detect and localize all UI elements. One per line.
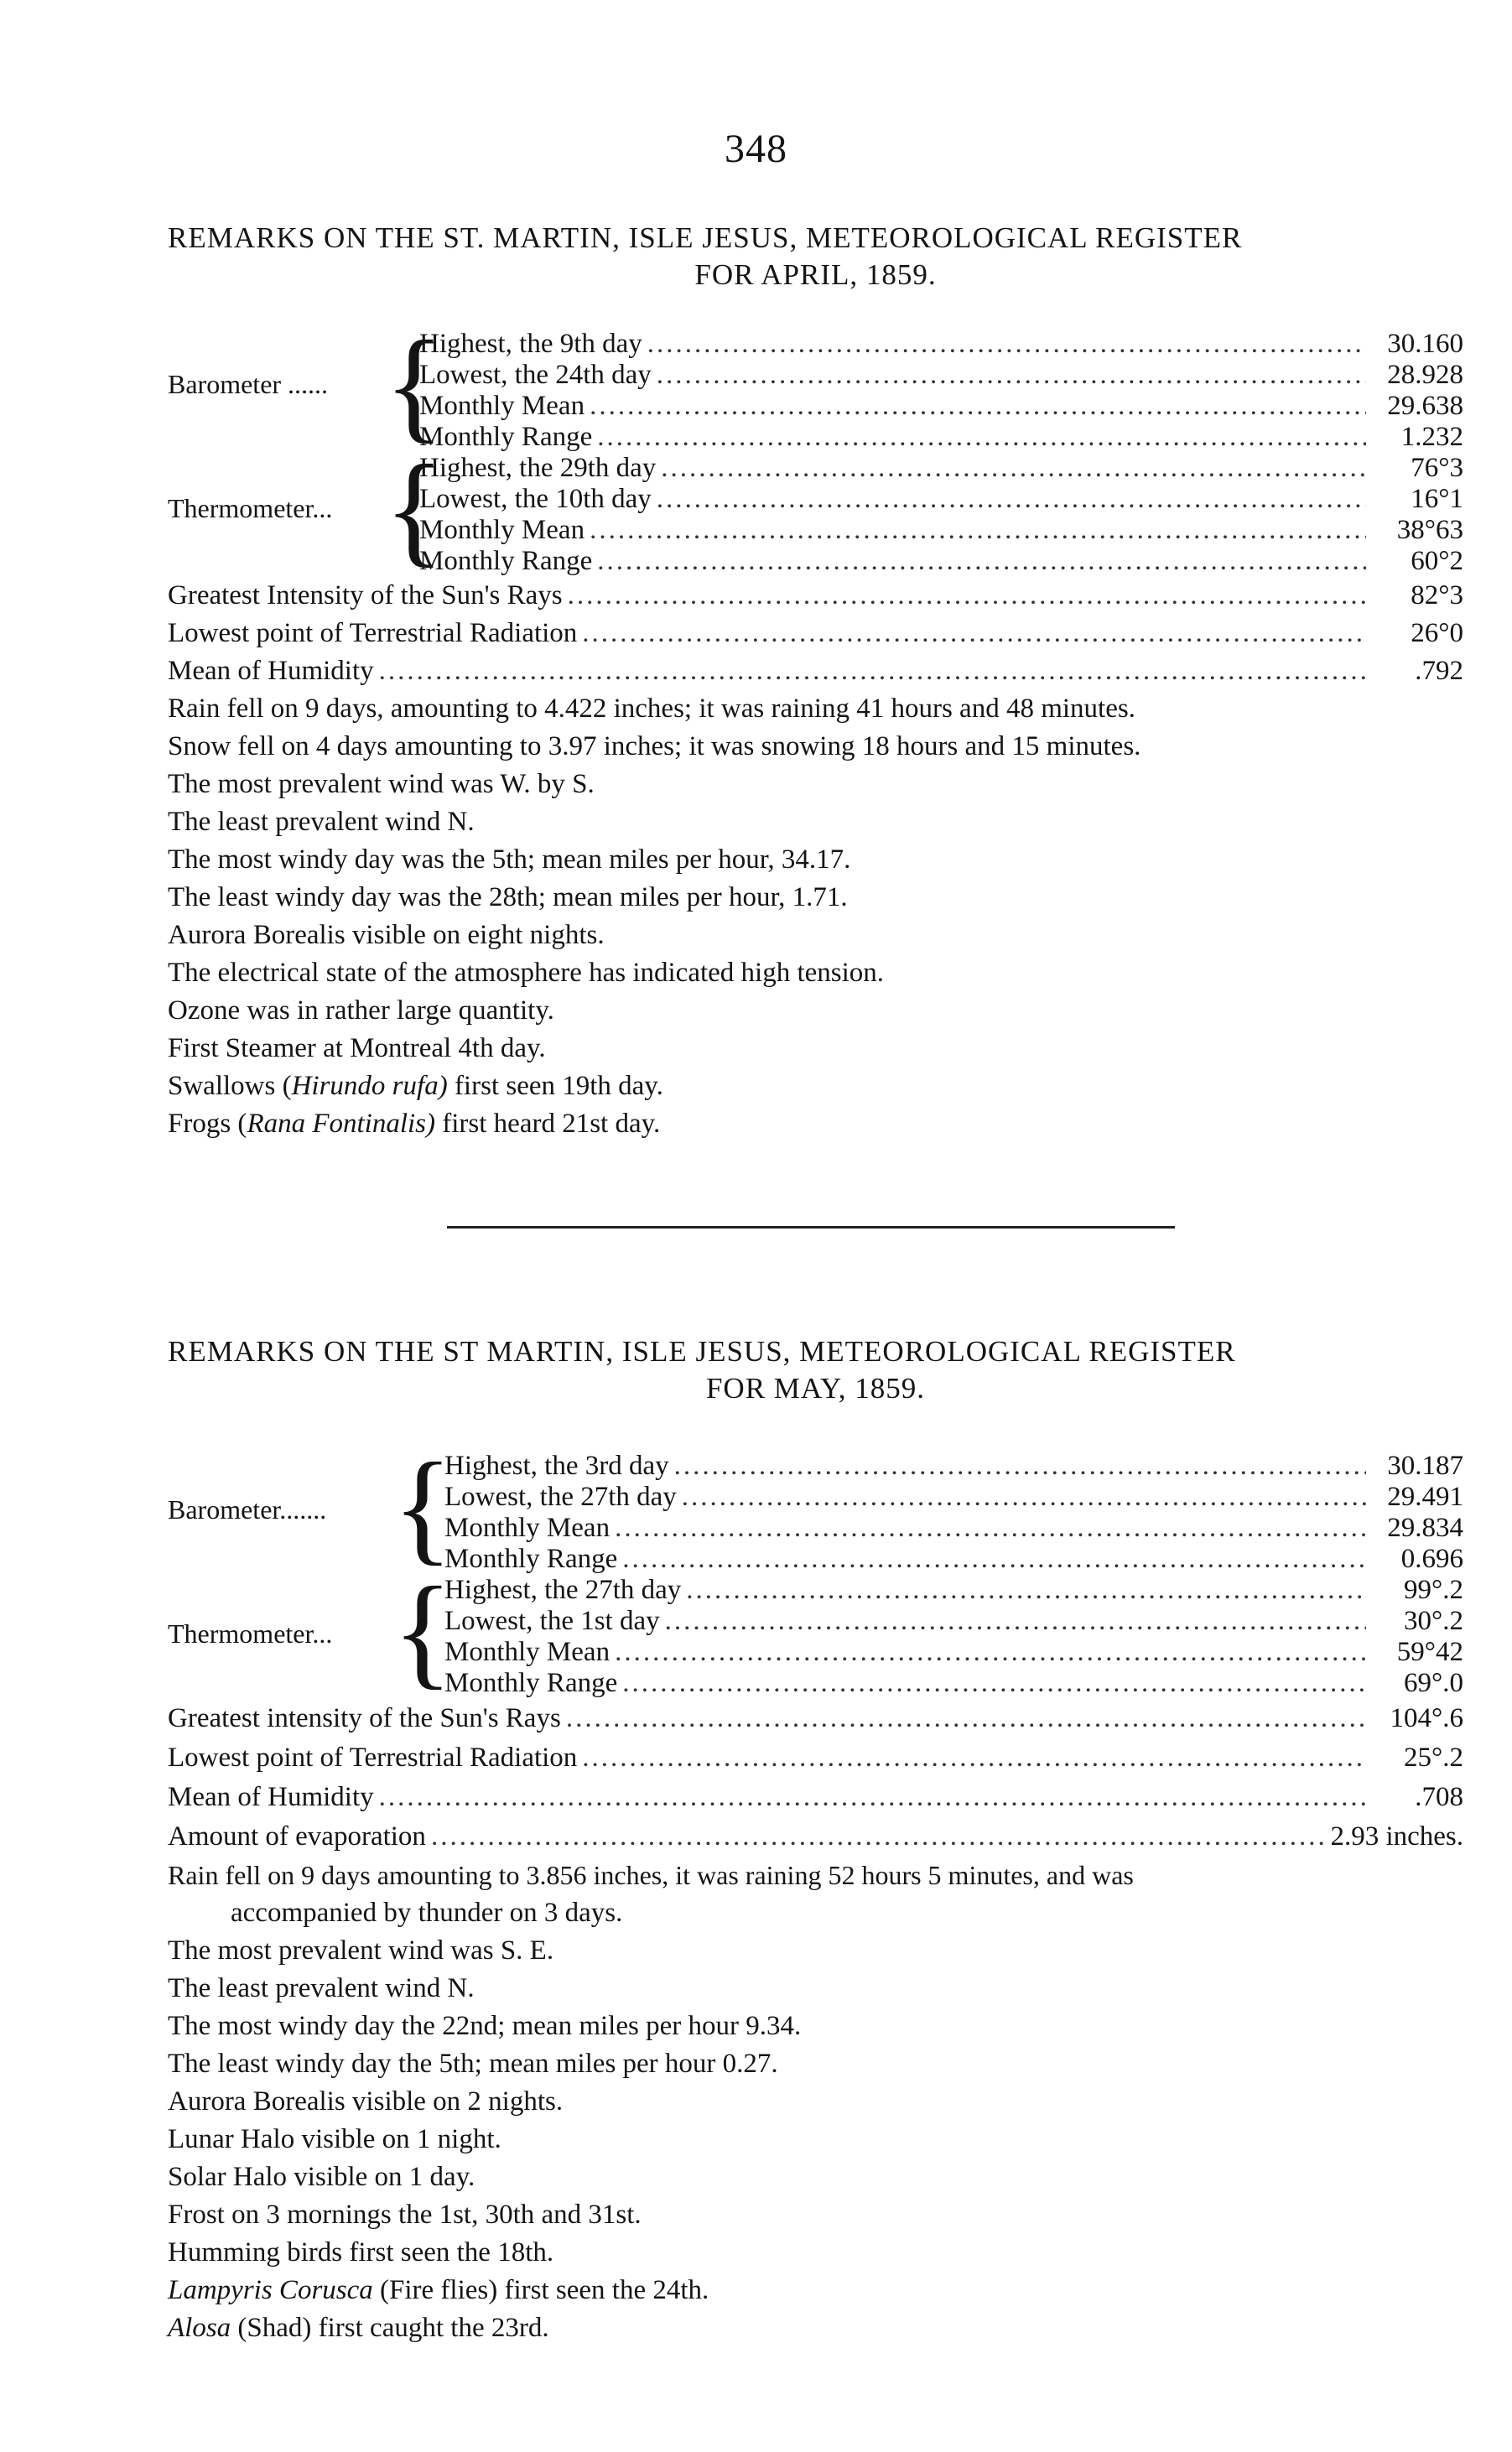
april-barometer-row: Lowest, the 24th day ..... 28.928 (419, 360, 1463, 391)
may-heading-line1: REMARKS ON THE ST MARTIN, ISLE JESUS, METEOROLOGICAL REGISTER (168, 1335, 1236, 1368)
may-barometer-label: Barometer....... (168, 1494, 327, 1525)
april-heading (168, 220, 1463, 294)
april-barometer-row: Monthly Range ..... 1.232 (419, 422, 1463, 453)
april-table (168, 315, 1463, 1143)
april-text-line: The electrical state of the atmosphere has indicated high tension. (168, 958, 885, 988)
april-text-line: First Steamer at Montreal 4th day. (168, 1033, 546, 1063)
may-rain-line-cont: accompanied by thunder on 3 days. (231, 1898, 623, 1928)
may-text-line: Frost on 3 mornings the 1st, 30th and 31st. (168, 2200, 642, 2230)
section-divider (447, 1226, 1175, 1229)
may-thermometer-row: Highest, the 27th day ..... 99°.2 (444, 1575, 1463, 1606)
april-text-line: Snow fell on 4 days amounting to 3.97 inches; it was snowing 18 hours and 15 minutes. (168, 731, 1141, 761)
april-barometer-group (168, 315, 1463, 455)
may-extra-row: Amount of evaporation ..... 2.93 inches. (168, 1817, 1463, 1857)
april-barometer-brace: { (384, 315, 444, 455)
may-barometer-group (168, 1437, 1463, 1577)
may-barometer-row: Highest, the 3rd day ..... 30.187 (444, 1451, 1463, 1482)
may-rain-line: Rain fell on 9 days amounting to 3.856 inches, it was raining 52 hours 5 minutes, and was (168, 1860, 1134, 1890)
may-extra-row: Lowest point of Terrestrial Radiation ..... 25°.2 (168, 1738, 1463, 1778)
april-text-line: The most prevalent wind was W. by S. (168, 769, 595, 799)
may-barometer-row: Monthly Range ..... 0.696 (444, 1544, 1463, 1575)
may-extra-row: Greatest intensity of the Sun's Rays ..... 104°.6 (168, 1699, 1463, 1738)
april-text-line: Rain fell on 9 days, amounting to 4.422 inches; it was raining 41 hours and 48 minutes. (168, 694, 1135, 724)
may-text-line: The most prevalent wind was S. E. (168, 1935, 554, 1966)
april-thermometer-brace: { (384, 439, 444, 579)
may-text-line: The least prevalent wind N. (168, 1973, 475, 2003)
april-thermometer-group (168, 439, 1463, 579)
april-frogs-line: Frogs (Rana Fontinalis) first heard 21st day. (168, 1109, 661, 1139)
april-barometer-row: Monthly Mean ..... 29.638 (419, 391, 1463, 422)
may-lampyris-line: Lampyris Corusca (Fire flies) first seen the 24th. (168, 2275, 709, 2305)
may-thermometer-group (168, 1561, 1463, 1701)
april-swallows-line: Swallows (Hirundo rufa) first seen 19th day. (168, 1071, 663, 1101)
may-text-line: Solar Halo visible on 1 day. (168, 2162, 475, 2192)
may-barometer-row: Lowest, the 27th day ..... 29.491 (444, 1482, 1463, 1513)
april-extra-row: Lowest point of Terrestrial Radiation ..... 26°0 (168, 615, 1463, 652)
april-thermometer-row: Highest, the 29th day ..... 76°3 (419, 453, 1463, 484)
may-text-line: Humming birds first seen the 18th. (168, 2237, 554, 2268)
april-text-line: Ozone was in rather large quantity. (168, 995, 554, 1026)
may-heading (168, 1333, 1463, 1407)
may-text-line: Aurora Borealis visible on 2 nights. (168, 2086, 564, 2117)
april-barometer-row: Highest, the 9th day ..... 30.160 (419, 329, 1463, 360)
may-heading-line2: FOR MAY, 1859. (705, 1372, 926, 1405)
may-barometer-row: Monthly Mean ..... 29.834 (444, 1513, 1463, 1544)
may-text-line: Lunar Halo visible on 1 night. (168, 2124, 501, 2154)
april-text-line: The least windy day was the 28th; mean miles per hour, 1.71. (168, 882, 848, 912)
may-thermometer-brace: { (392, 1561, 453, 1701)
april-extra-row: Mean of Humidity ..... .792 (168, 652, 1463, 690)
may-text-line: The most windy day the 22nd; mean miles per hour 9.34. (168, 2011, 802, 2041)
may-extra-row: Mean of Humidity ..... .708 (168, 1778, 1463, 1817)
april-barometer-label: Barometer ...... (168, 369, 329, 399)
april-text-line: The least prevalent wind N. (168, 807, 475, 837)
april-text-line: Aurora Borealis visible on eight nights. (168, 920, 605, 950)
may-thermometer-label: Thermometer... (168, 1618, 333, 1649)
april-heading-line1: REMARKS ON THE ST. MARTIN, ISLE JESUS, METEOROLOGICAL REGISTER (168, 221, 1243, 254)
april-text-line: The most windy day was the 5th; mean miles per hour, 34.17. (168, 844, 851, 875)
may-text-line: The least windy day the 5th; mean miles per hour 0.27. (168, 2049, 778, 2079)
may-table (168, 1437, 1463, 2347)
may-thermometer-row: Monthly Range ..... 69°.0 (444, 1668, 1463, 1699)
may-thermometer-row: Lowest, the 1st day ..... 30°.2 (444, 1606, 1463, 1637)
may-barometer-brace: { (392, 1437, 453, 1577)
may-thermometer-row: Monthly Mean ..... 59°42 (444, 1637, 1463, 1668)
page-number: 348 (725, 127, 787, 171)
april-thermometer-label: Thermometer... (168, 493, 333, 523)
april-thermometer-row: Lowest, the 10th day ..... 16°1 (419, 484, 1463, 515)
may-alosa-line: Alosa (Shad) first caught the 23rd. (168, 2313, 549, 2343)
april-thermometer-row: Monthly Range ..... 60°2 (419, 546, 1463, 577)
april-thermometer-row: Monthly Mean ..... 38°63 (419, 515, 1463, 546)
april-extra-row: Greatest Intensity of the Sun's Rays ..... 82°3 (168, 577, 1463, 615)
april-heading-line2: FOR APRIL, 1859. (694, 258, 937, 291)
